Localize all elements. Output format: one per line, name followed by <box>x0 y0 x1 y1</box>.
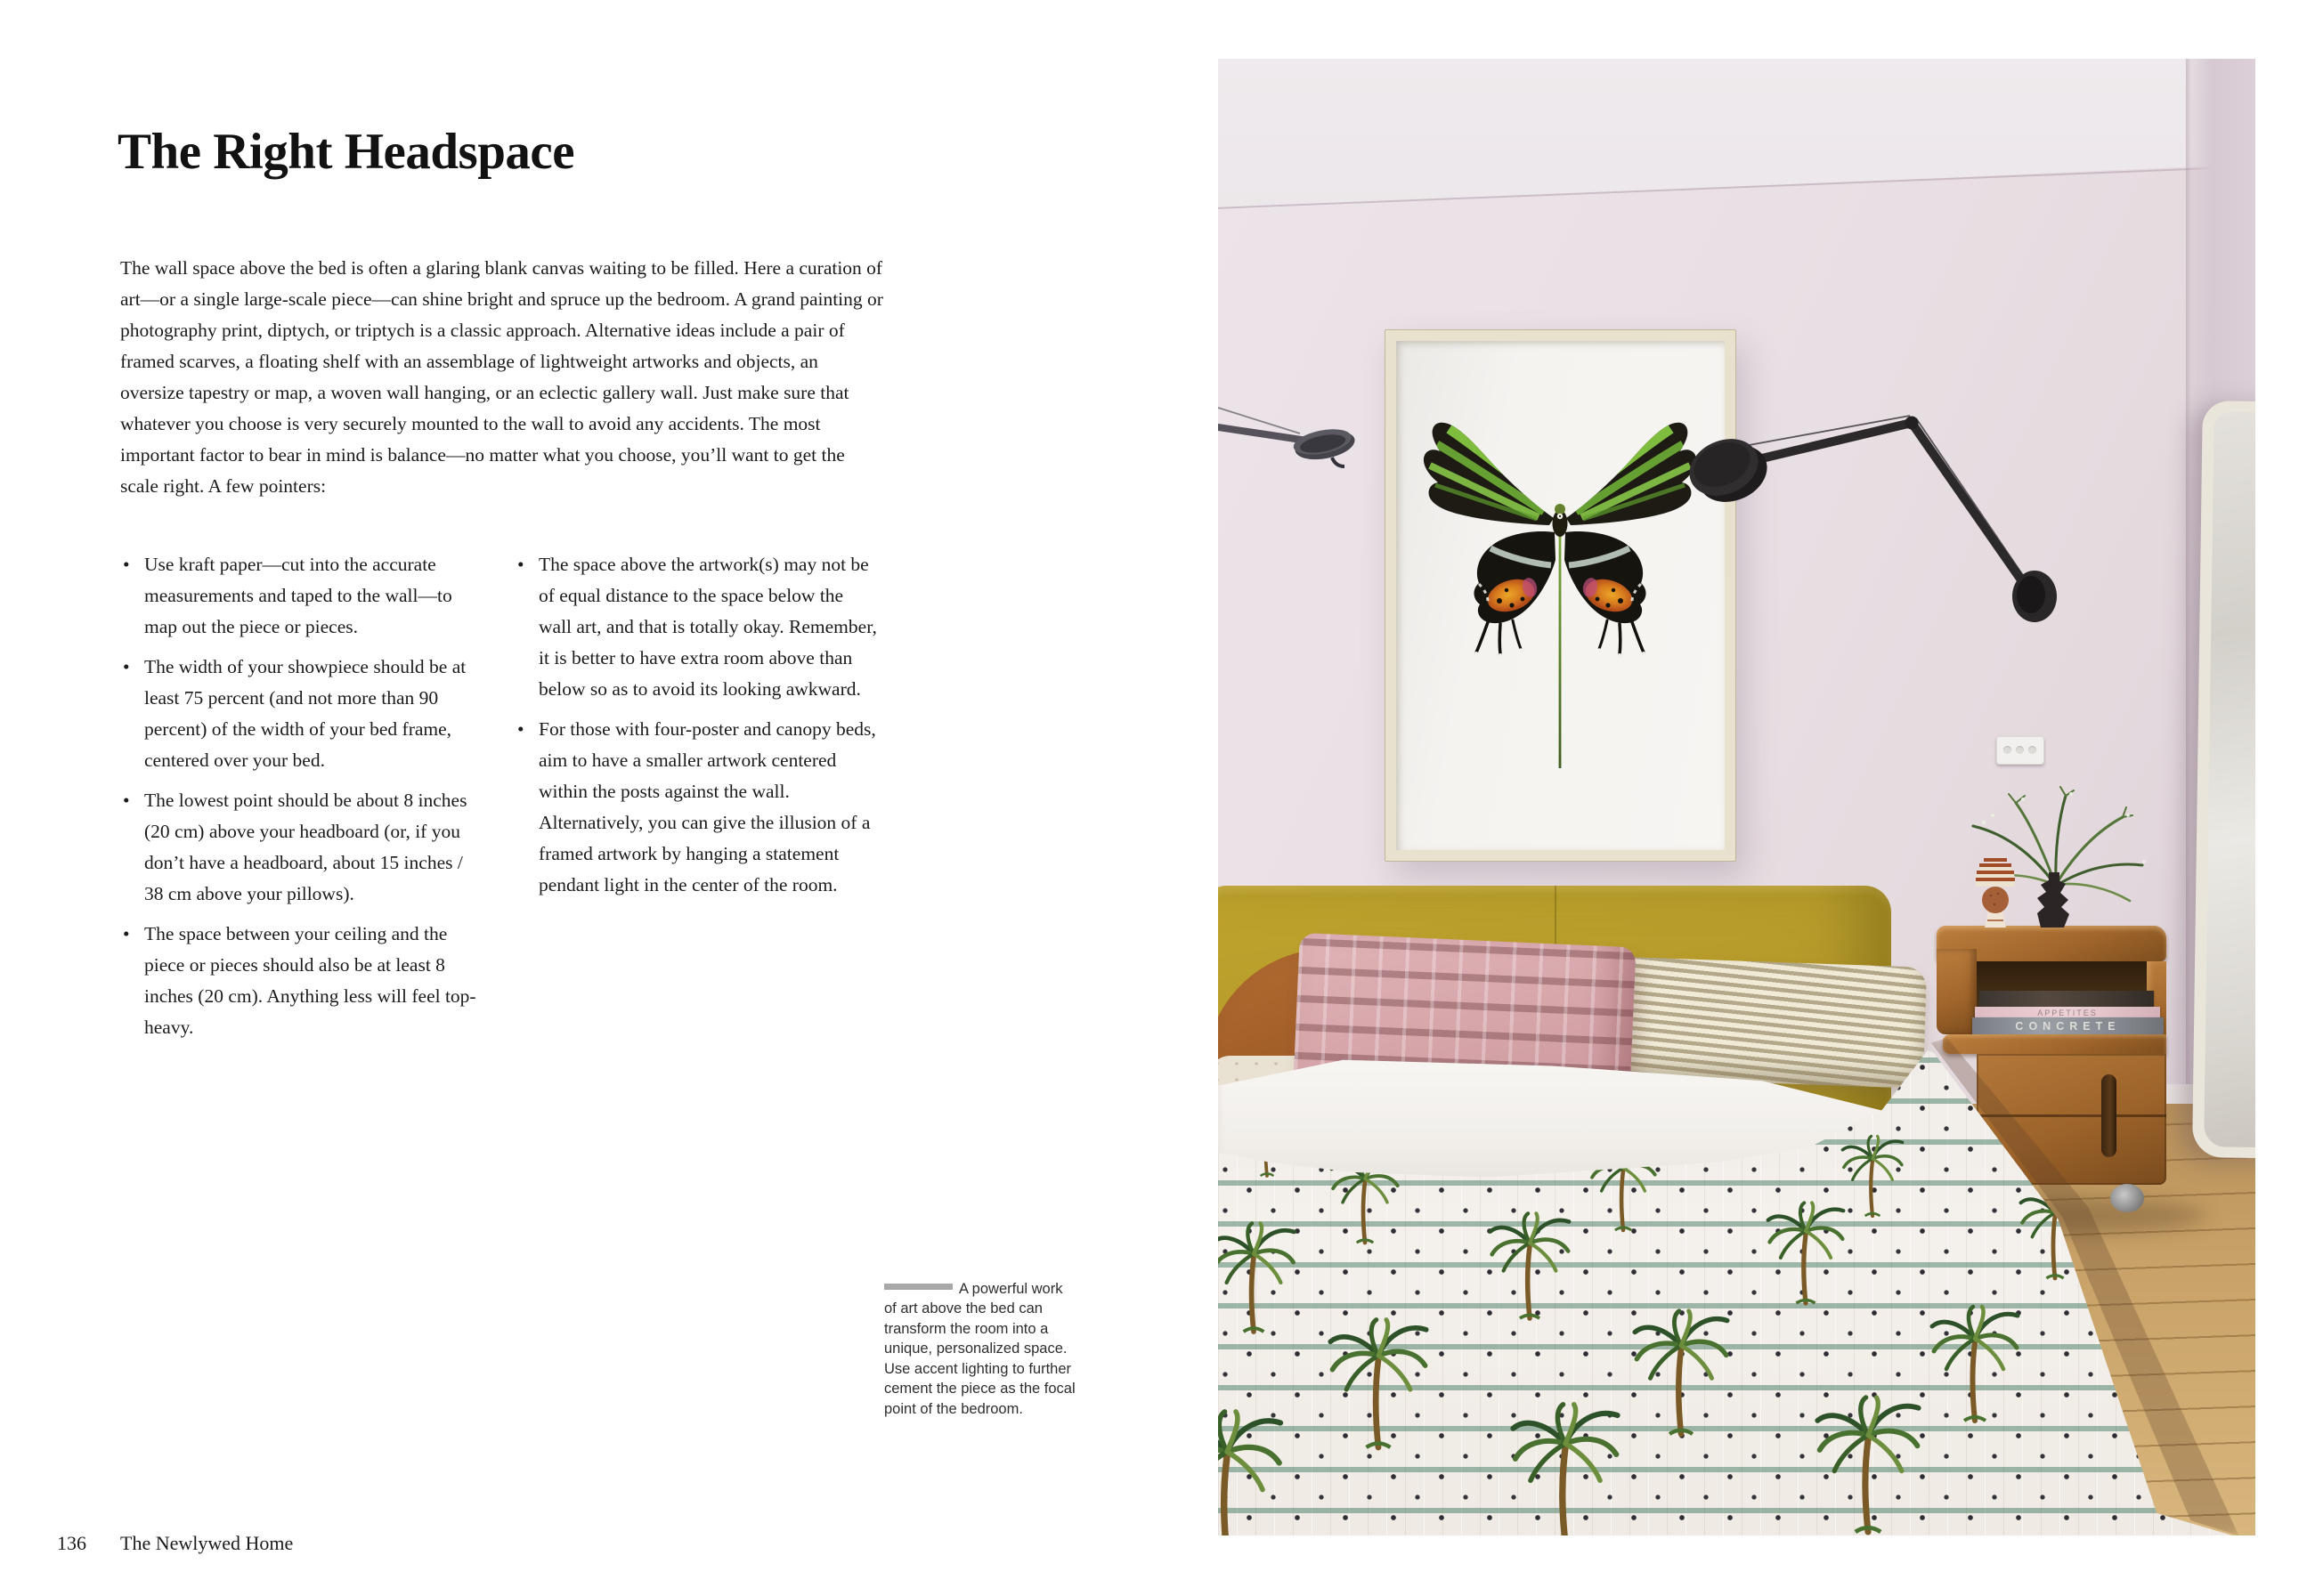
bullet-item: • The lowest point should be about 8 inches (20 cm) above your headboard (or, if you don’t have a headboard, about 15 inches / 38 cm above your pillows). <box>120 785 478 910</box>
nightstand-shelf-board <box>1943 1034 2166 1054</box>
right-lamp-arm <box>1750 423 1912 461</box>
nightstand-decor <box>1930 780 2171 971</box>
caption-rule <box>884 1284 953 1290</box>
bullet-item: • Use kraft paper—cut into the accurate measurements and taped to the wall—to map out the piece or pieces. <box>120 549 478 643</box>
bullet-item: • The space above the artwork(s) may not be of equal distance to the space below the wall art, and that is totally okay. Remember, it is better to have extra room above than below so as to avoid its looking awkward. <box>515 549 878 705</box>
caption-text: A powerful work of art above the bed can transform the room into a unique, personalized space. Use accent lighting to further cement the piece as the focal point of the bedroom. <box>884 1280 1076 1417</box>
bullet-item: • The space between your ceiling and the piece or pieces should also be at least 8 inches (20 cm). Anything less will feel top-heavy. <box>120 919 478 1043</box>
bullet-item: • The width of your showpiece should be at least 75 percent (and not more than 90 percent) of the width of your bed frame, centered over your bed. <box>120 652 478 776</box>
light-switch <box>1996 736 2044 765</box>
photo-caption <box>884 1279 1078 1420</box>
drawer-handle <box>2101 1074 2116 1157</box>
book-pink: APPETITES <box>1975 1007 2160 1020</box>
book-concrete: CONCRETE <box>1972 1017 2164 1035</box>
bullet-item: • For those with four-poster and canopy beds, aim to have a smaller artwork centered within the posts against the wall. Alternatively, you can give the illusion of a framed artwork by hanging a statement pendant light in the center of the room. <box>515 714 878 901</box>
right-lamp-head <box>1680 428 1775 512</box>
bullet-list-left <box>120 549 478 1052</box>
striped-figurine <box>1976 860 2015 928</box>
intro-paragraph: The wall space above the bed is often a glaring blank canvas waiting to be filled. Here a curation of art—or a single large-scale piece—can shine bright and spruce up the bedroom. A grand painting or photography print, diptych, or triptych is a classic approach. Alternative ideas include a pair of framed scarves, a floating shelf with an assemblage of lightweight artworks and objects, an oversize tapestry or map, a woven wall hanging, or an eclectic gallery wall. Just make sure that whatever you choose is very securely mounted to the wall to avoid any accidents. The most important factor to bear in mind is balance—no matter what you choose, you’ll want to get the scale right. A few pointers: <box>120 256 883 497</box>
caster-wheel <box>2110 1184 2144 1212</box>
bullet-list-right <box>515 549 878 910</box>
page-title: The Right Headspace <box>118 124 575 181</box>
left-lamp-head <box>1291 425 1357 465</box>
bedroom-photo <box>1218 59 2255 1535</box>
book-title: The Newlywed Home <box>120 1532 294 1554</box>
right-lamp-mount <box>2012 571 2057 622</box>
page-number: 136 <box>57 1532 86 1554</box>
